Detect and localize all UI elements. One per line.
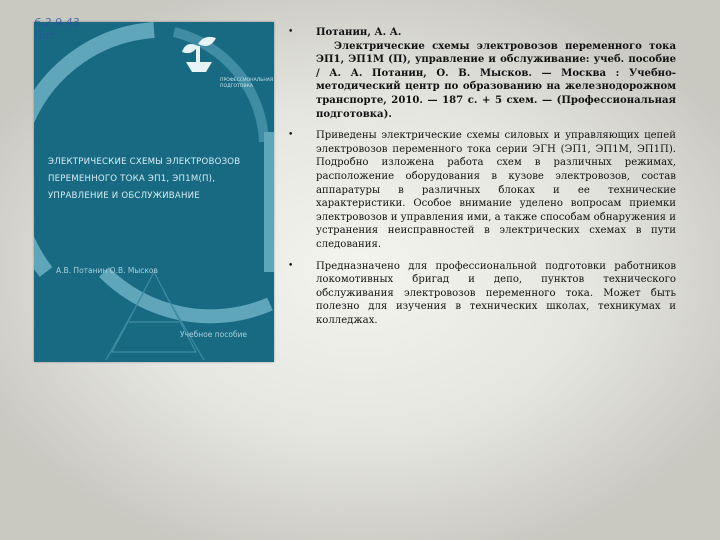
cover-title-line: ПЕРЕМЕННОГО ТОКА ЭП1, ЭП1М(П), [48, 174, 216, 184]
summary-text: Приведены электрические схемы силовых и управляющих цепей электровозов переменного тока серии ЭГН (ЭП1, ЭП1М, ЭП1П). Подробно изложена работа схем в различных режимах, расположение оборудования в кузове электровозов, состав аппаратуры в различных блоках и ее технические характеристики. Особое внимание уделено вопросам приемки электровозов и управления ими, а также способам обнаружения и устранения неисправностей в электрических схемах в пути следования. [316, 130, 676, 250]
handwritten-line: Пот [34, 29, 56, 42]
logo-line: ПРОФЕССИОНАЛЬНАЯ [220, 78, 274, 83]
record-author: Потанин, А. А. [316, 27, 402, 38]
cover-title-line: УПРАВЛЕНИЕ И ОБСЛУЖИВАНИЕ [48, 191, 200, 201]
logo-line: ПОДГОТОВКА [220, 84, 254, 89]
audience-text: Предназначено для профессиональной подготовки работников локомотивных бригад и депо, пунктов технического обслуживания электровозов переменного тока. Может быть полезно для изучения в технических школах, техникумах и колледжах. [316, 260, 676, 326]
cover-title-line: ЭЛЕКТРИЧЕСКИЕ СХЕМЫ ЭЛЕКТРОВОЗОВ [48, 157, 241, 167]
bullet-icon: • [288, 130, 294, 141]
book-description [288, 26, 676, 335]
cover-authors: А.В. Потанин О.В. Мысков [56, 266, 158, 275]
handwritten-shelf-mark [34, 16, 79, 42]
record-title: Электрические схемы электровозов переменного тока ЭП1, ЭП1М (П), управление и обслуживание: учеб. пособие / А. А. Потанин, О. В. Мысков. — Москва : Учебно-методический центр по образованию на железнодорожном транспорте, 2010. — 187 с. + 5 схем. — (Профессиональная подготовка). [316, 40, 676, 120]
bullet-icon: • [288, 260, 294, 271]
handwritten-line: 6.2 9.43 [34, 16, 80, 29]
cover-book-type: Учебное пособие [180, 330, 248, 339]
bullet-icon: • [288, 27, 294, 37]
cover-title [48, 154, 270, 205]
bibliographic-record [316, 26, 676, 121]
bullet-item-summary [288, 129, 676, 251]
bullet-item-bibliography [288, 26, 676, 121]
book-cover-image [34, 22, 274, 362]
logo-label [220, 78, 272, 90]
cover-ring-arc-left [34, 30, 154, 272]
cover-ring-arc-bottom [104, 272, 270, 316]
bullet-item-audience [288, 260, 676, 328]
